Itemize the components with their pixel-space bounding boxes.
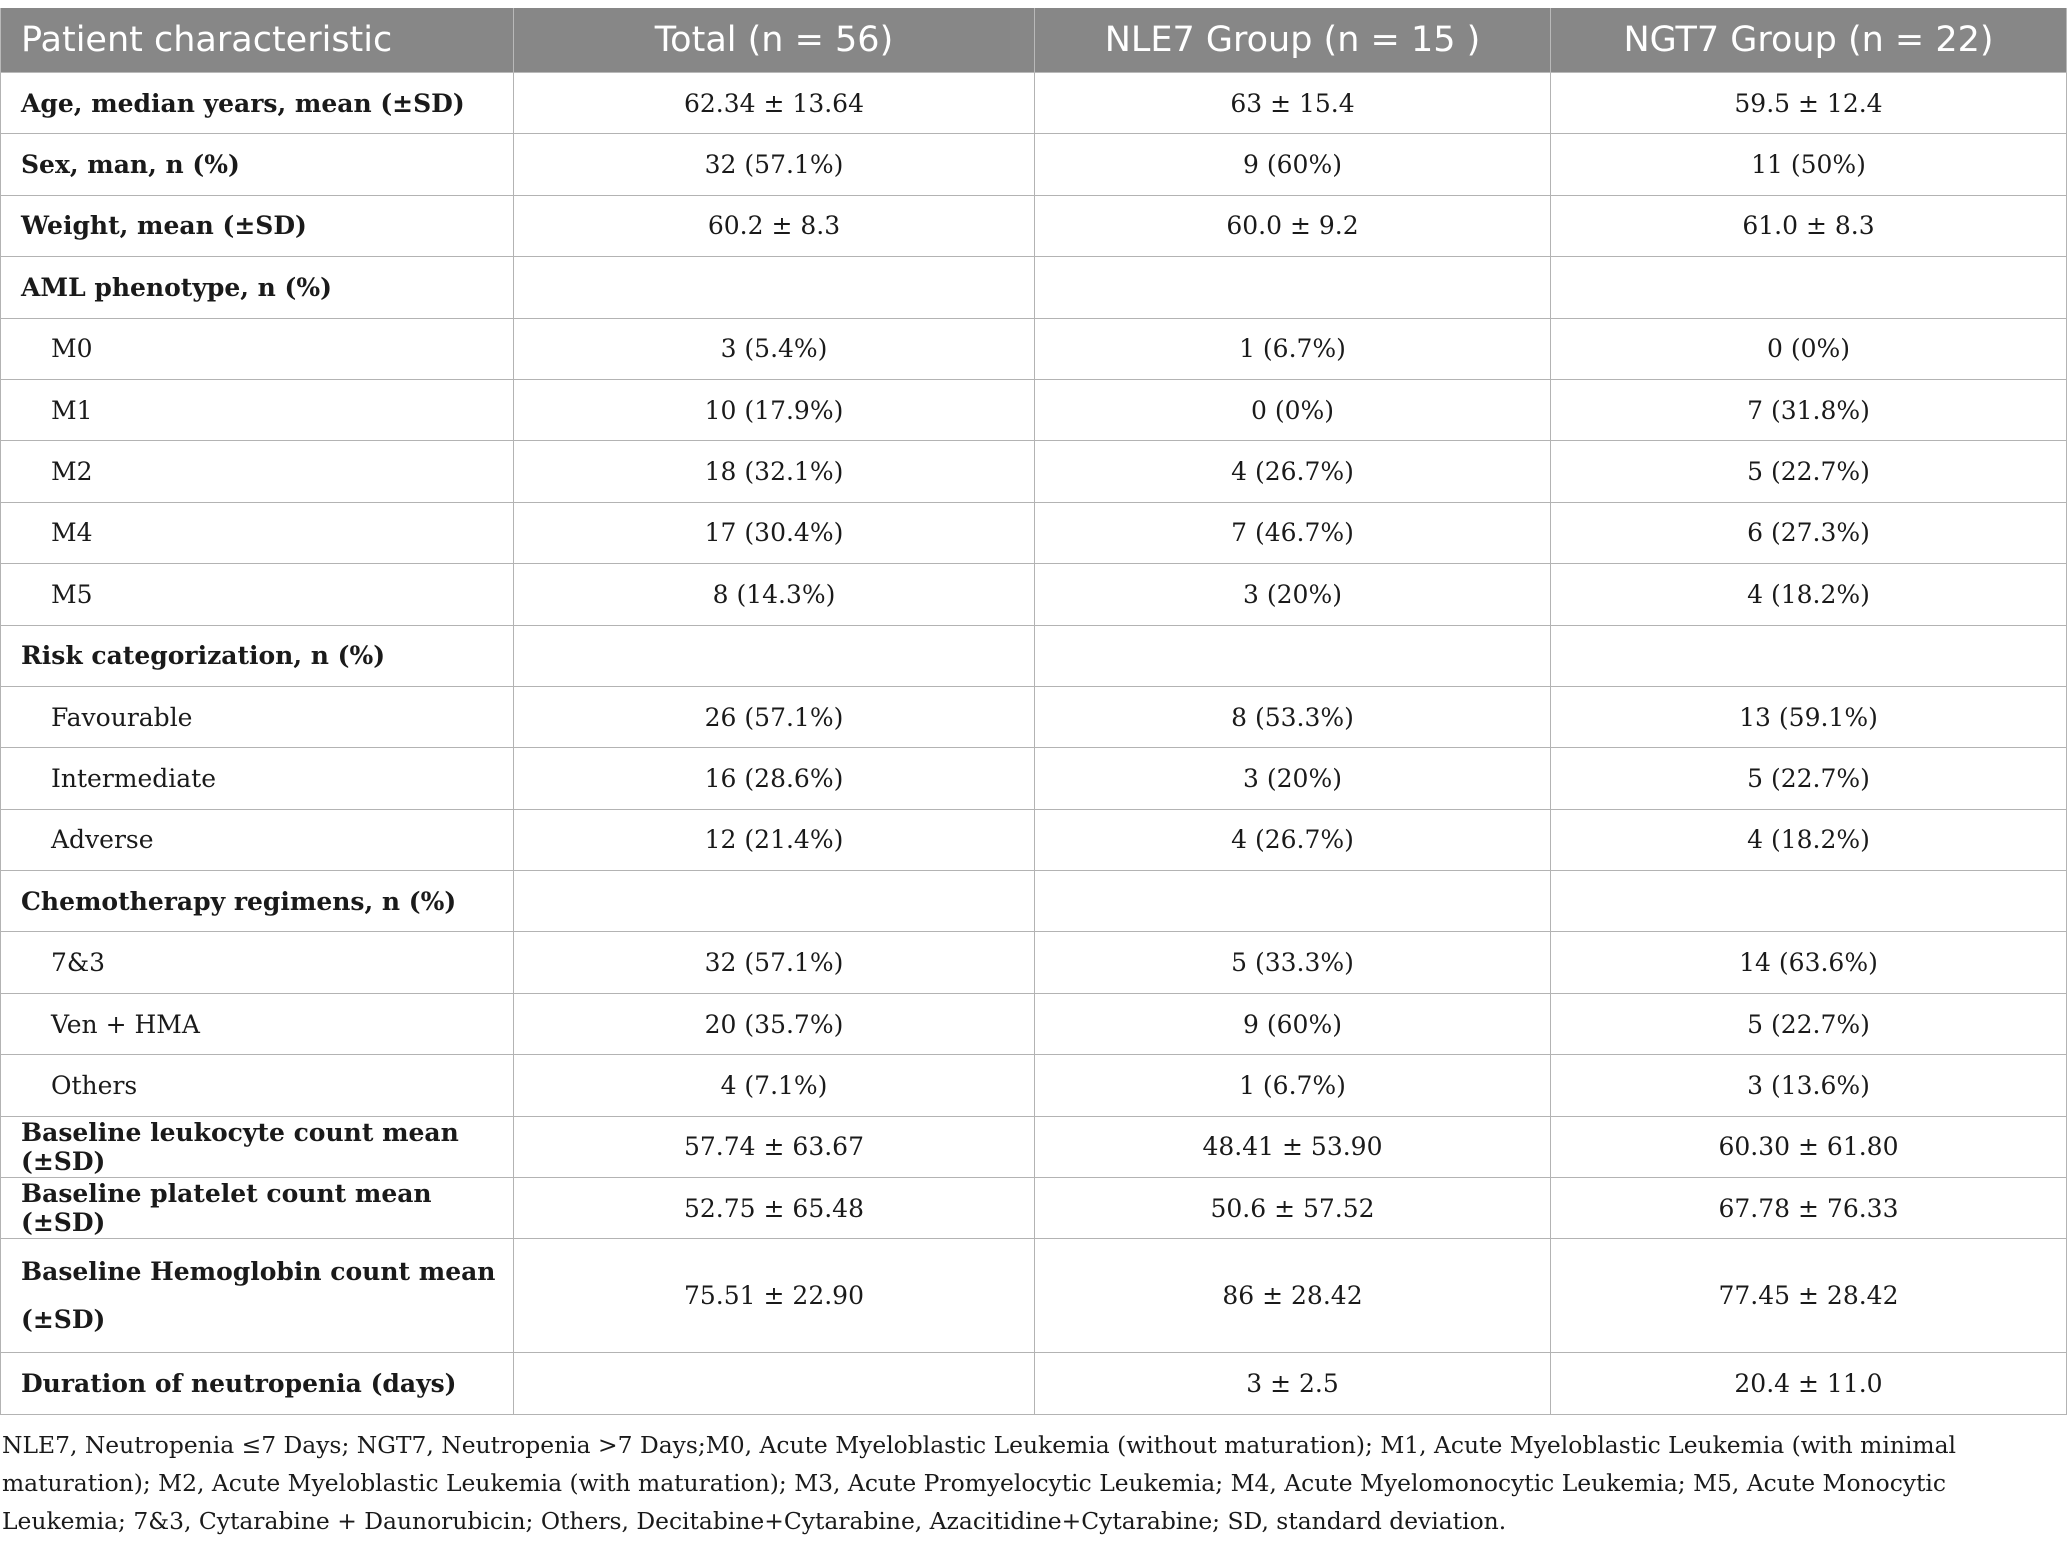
nle7-value-cell: 9 (60%) — [1035, 993, 1551, 1054]
table-row — [1, 932, 2067, 993]
nle7-value-cell: 86 ± 28.42 — [1035, 1239, 1551, 1353]
total-value-cell: 60.2 ± 8.3 — [514, 195, 1035, 256]
nle7-value-cell: 3 (20%) — [1035, 564, 1551, 625]
ngt7-value-cell: 67.78 ± 76.33 — [1551, 1178, 2067, 1239]
row-label: Baseline leukocyte count mean (±SD) — [1, 1116, 514, 1177]
ngt7-value-cell — [1551, 625, 2067, 686]
total-value-cell — [514, 625, 1035, 686]
table-header — [1, 8, 2067, 73]
nle7-value-cell: 0 (0%) — [1035, 379, 1551, 440]
ngt7-value-cell: 7 (31.8%) — [1551, 379, 2067, 440]
total-value-cell — [514, 257, 1035, 318]
table-row — [1, 1116, 2067, 1177]
table-row — [1, 379, 2067, 440]
row-label: M1 — [1, 379, 514, 440]
row-label: M2 — [1, 441, 514, 502]
nle7-value-cell — [1035, 871, 1551, 932]
patient-characteristics-table — [0, 8, 2067, 1415]
nle7-value-cell: 1 (6.7%) — [1035, 318, 1551, 379]
total-value-cell: 32 (57.1%) — [514, 134, 1035, 195]
total-value-cell: 26 (57.1%) — [514, 686, 1035, 747]
total-value-cell: 3 (5.4%) — [514, 318, 1035, 379]
table-row — [1, 748, 2067, 809]
table-row — [1, 625, 2067, 686]
ngt7-value-cell: 5 (22.7%) — [1551, 993, 2067, 1054]
total-value-cell: 10 (17.9%) — [514, 379, 1035, 440]
nle7-value-cell: 60.0 ± 9.2 — [1035, 195, 1551, 256]
ngt7-value-cell: 0 (0%) — [1551, 318, 2067, 379]
ngt7-value-cell: 11 (50%) — [1551, 134, 2067, 195]
ngt7-value-cell: 61.0 ± 8.3 — [1551, 195, 2067, 256]
nle7-value-cell: 50.6 ± 57.52 — [1035, 1178, 1551, 1239]
total-value-cell: 4 (7.1%) — [514, 1055, 1035, 1116]
ngt7-value-cell — [1551, 871, 2067, 932]
row-label: Sex, man, n (%) — [1, 134, 514, 195]
row-label: Baseline platelet count mean (±SD) — [1, 1178, 514, 1239]
header-row — [1, 8, 2067, 73]
total-value-cell — [514, 871, 1035, 932]
ngt7-value-cell: 14 (63.6%) — [1551, 932, 2067, 993]
total-value-cell: 16 (28.6%) — [514, 748, 1035, 809]
ngt7-value-cell: 5 (22.7%) — [1551, 748, 2067, 809]
ngt7-value-cell: 13 (59.1%) — [1551, 686, 2067, 747]
row-label: AML phenotype, n (%) — [1, 257, 514, 318]
table-row — [1, 1353, 2067, 1414]
total-value-cell: 8 (14.3%) — [514, 564, 1035, 625]
row-label: Favourable — [1, 686, 514, 747]
table-row — [1, 1239, 2067, 1353]
row-label: Duration of neutropenia (days) — [1, 1353, 514, 1414]
total-value-cell: 52.75 ± 65.48 — [514, 1178, 1035, 1239]
total-value-cell: 18 (32.1%) — [514, 441, 1035, 502]
ngt7-value-cell — [1551, 257, 2067, 318]
row-label: Age, median years, mean (±SD) — [1, 73, 514, 134]
total-value-cell: 57.74 ± 63.67 — [514, 1116, 1035, 1177]
nle7-value-cell: 9 (60%) — [1035, 134, 1551, 195]
nle7-value-cell: 5 (33.3%) — [1035, 932, 1551, 993]
table-footnote: NLE7, Neutropenia ≤7 Days; NGT7, Neutropenia >7 Days;M0, Acute Myeloblastic Leukemia (without maturation); M1, Acute Myeloblastic Leukemia (with minimal maturation); M2, Acute Myeloblastic Leukemia (with maturation); M3, Acute Promyelocytic Leukemia; M4, Acute Myelomonocytic Leukemia; M5, Acute Monocytic Leukemia; 7&3, Cytarabine + Daunorubicin; Others, Decitabine+Cytarabine, Azacitidine+Cytarabine; SD, standard deviation. — [2, 1431, 1956, 1535]
row-label: Baseline Hemoglobin count mean (±SD) — [1, 1239, 514, 1353]
nle7-value-cell: 8 (53.3%) — [1035, 686, 1551, 747]
total-value-cell — [514, 1353, 1035, 1414]
total-value-cell: 20 (35.7%) — [514, 993, 1035, 1054]
ngt7-value-cell: 59.5 ± 12.4 — [1551, 73, 2067, 134]
table-row — [1, 502, 2067, 563]
ngt7-value-cell: 4 (18.2%) — [1551, 809, 2067, 870]
nle7-value-cell: 3 ± 2.5 — [1035, 1353, 1551, 1414]
row-label: Adverse — [1, 809, 514, 870]
ngt7-value-cell: 3 (13.6%) — [1551, 1055, 2067, 1116]
nle7-value-cell: 4 (26.7%) — [1035, 809, 1551, 870]
total-value-cell: 17 (30.4%) — [514, 502, 1035, 563]
ngt7-value-cell: 6 (27.3%) — [1551, 502, 2067, 563]
header-nle7-group: NLE7 Group (n = 15 ) — [1035, 8, 1551, 73]
table-row — [1, 809, 2067, 870]
row-label: M0 — [1, 318, 514, 379]
nle7-value-cell — [1035, 257, 1551, 318]
ngt7-value-cell: 20.4 ± 11.0 — [1551, 1353, 2067, 1414]
table-row — [1, 195, 2067, 256]
row-label: 7&3 — [1, 932, 514, 993]
row-label: Others — [1, 1055, 514, 1116]
nle7-value-cell: 48.41 ± 53.90 — [1035, 1116, 1551, 1177]
row-label: Intermediate — [1, 748, 514, 809]
row-label: Chemotherapy regimens, n (%) — [1, 871, 514, 932]
row-label: Weight, mean (±SD) — [1, 195, 514, 256]
header-total: Total (n = 56) — [514, 8, 1035, 73]
table-row — [1, 871, 2067, 932]
table-row — [1, 134, 2067, 195]
total-value-cell: 32 (57.1%) — [514, 932, 1035, 993]
nle7-value-cell — [1035, 625, 1551, 686]
nle7-value-cell: 3 (20%) — [1035, 748, 1551, 809]
table-body — [1, 73, 2067, 1415]
total-value-cell: 75.51 ± 22.90 — [514, 1239, 1035, 1353]
ngt7-value-cell: 5 (22.7%) — [1551, 441, 2067, 502]
nle7-value-cell: 1 (6.7%) — [1035, 1055, 1551, 1116]
row-label: M4 — [1, 502, 514, 563]
row-label: M5 — [1, 564, 514, 625]
table-row — [1, 441, 2067, 502]
nle7-value-cell: 63 ± 15.4 — [1035, 73, 1551, 134]
header-patient-characteristic: Patient characteristic — [1, 8, 514, 73]
table-row — [1, 993, 2067, 1054]
total-value-cell: 62.34 ± 13.64 — [514, 73, 1035, 134]
header-ngt7-group: NGT7 Group (n = 22) — [1551, 8, 2067, 73]
row-label: Risk categorization, n (%) — [1, 625, 514, 686]
nle7-value-cell: 4 (26.7%) — [1035, 441, 1551, 502]
ngt7-value-cell: 60.30 ± 61.80 — [1551, 1116, 2067, 1177]
table-row — [1, 257, 2067, 318]
table-row — [1, 1178, 2067, 1239]
total-value-cell: 12 (21.4%) — [514, 809, 1035, 870]
patient-characteristics-table-container — [0, 8, 2066, 1415]
ngt7-value-cell: 77.45 ± 28.42 — [1551, 1239, 2067, 1353]
table-row — [1, 564, 2067, 625]
table-row — [1, 318, 2067, 379]
row-label: Ven + HMA — [1, 993, 514, 1054]
table-row — [1, 73, 2067, 134]
ngt7-value-cell: 4 (18.2%) — [1551, 564, 2067, 625]
nle7-value-cell: 7 (46.7%) — [1035, 502, 1551, 563]
table-row — [1, 686, 2067, 747]
table-row — [1, 1055, 2067, 1116]
